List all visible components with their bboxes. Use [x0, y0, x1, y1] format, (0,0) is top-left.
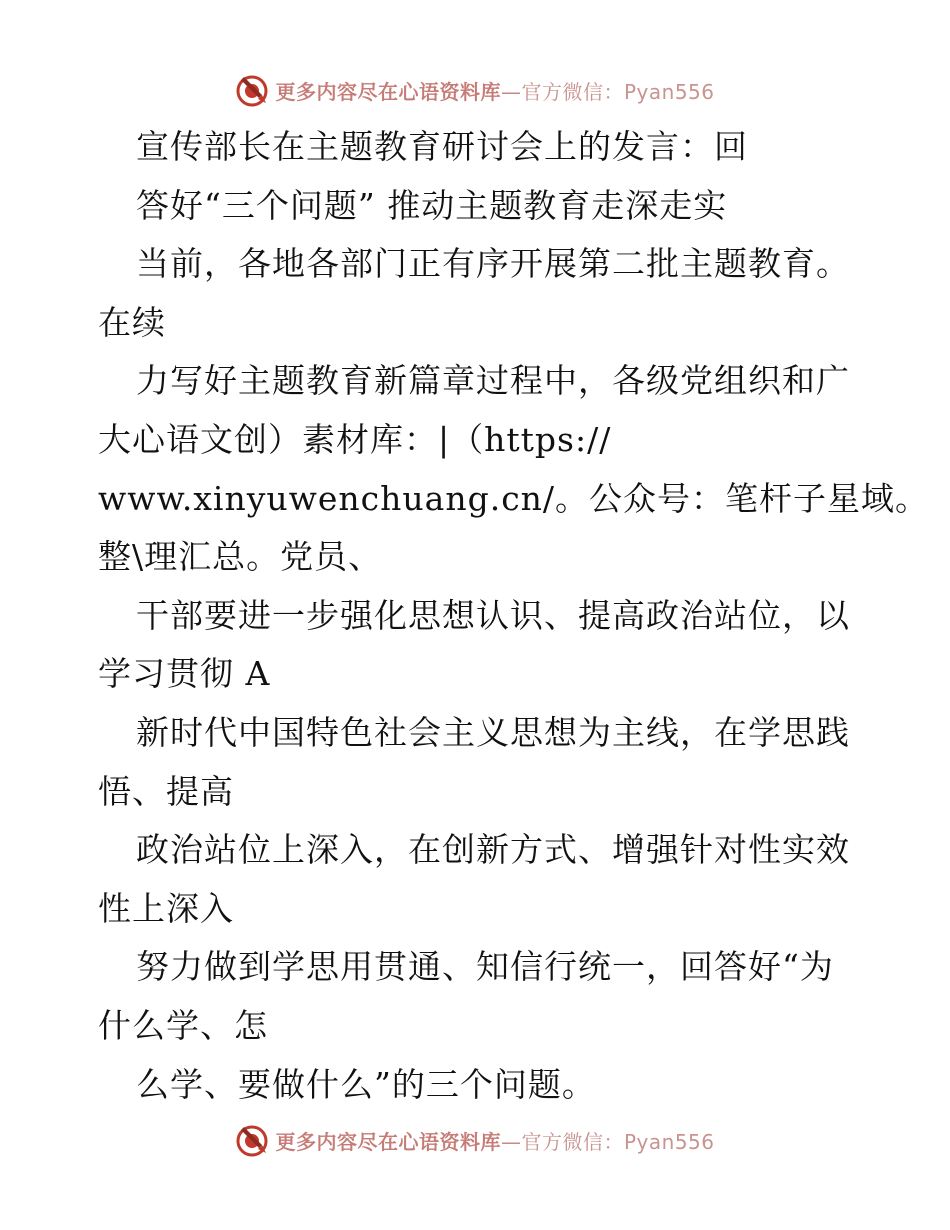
doc-line: 新时代中国特色社会主义思想为主线，在学思践	[136, 712, 850, 752]
doc-line: 宣传部长在主题教育研讨会上的发言：回	[136, 127, 748, 166]
pen-logo-icon	[235, 1123, 269, 1157]
footer-text	[275, 1126, 714, 1155]
header-text	[275, 76, 714, 105]
doc-line: 努力做到学思用贯通、知信行统一，回答好“为	[136, 947, 834, 987]
doc-line: 悟、提高	[98, 771, 234, 811]
pen-logo-icon	[235, 73, 269, 107]
header-wechat-label: 官方微信：	[521, 79, 624, 104]
doc-line: 力写好主题教育新篇章过程中，各级党组织和广	[136, 361, 850, 401]
footer-dash: —	[500, 1129, 522, 1154]
footer-banner	[0, 1120, 950, 1160]
doc-line: 干部要进一步强化思想认识、提高政治站位，以	[136, 595, 850, 635]
doc-line: 大心语文创）素材库：|（https://	[98, 419, 612, 459]
doc-line: 性上深入	[98, 888, 234, 928]
doc-line: 当前，各地各部门正有序开展第二批主题教育。	[136, 244, 850, 284]
doc-line: 么学、要做什么”的三个问题。	[136, 1064, 596, 1104]
header-brand-text: 更多内容尽在心语资料库	[275, 79, 501, 104]
header-banner	[0, 70, 950, 110]
doc-line: 整\理汇总。党员、	[98, 537, 383, 577]
doc-line-url: www.xinyuwenchuang.cn/。公众号：笔杆子星域。	[98, 478, 930, 518]
doc-line: 答好“三个问题” 推动主题教育走深走实	[136, 185, 728, 225]
doc-line: 什么学、怎	[98, 1005, 268, 1045]
doc-line: 在续	[98, 302, 166, 342]
header-dash: —	[500, 79, 522, 104]
doc-line: 政治站位上深入，在创新方式、增强针对性实效	[136, 830, 850, 870]
header-wechat-id: Pyan556	[623, 79, 715, 104]
document-body	[98, 118, 930, 1114]
doc-line: 学习贯彻 A	[98, 654, 271, 694]
footer-brand-text: 更多内容尽在心语资料库	[275, 1129, 501, 1154]
footer-wechat-id: Pyan556	[623, 1129, 715, 1154]
footer-wechat-label: 官方微信：	[521, 1129, 624, 1154]
